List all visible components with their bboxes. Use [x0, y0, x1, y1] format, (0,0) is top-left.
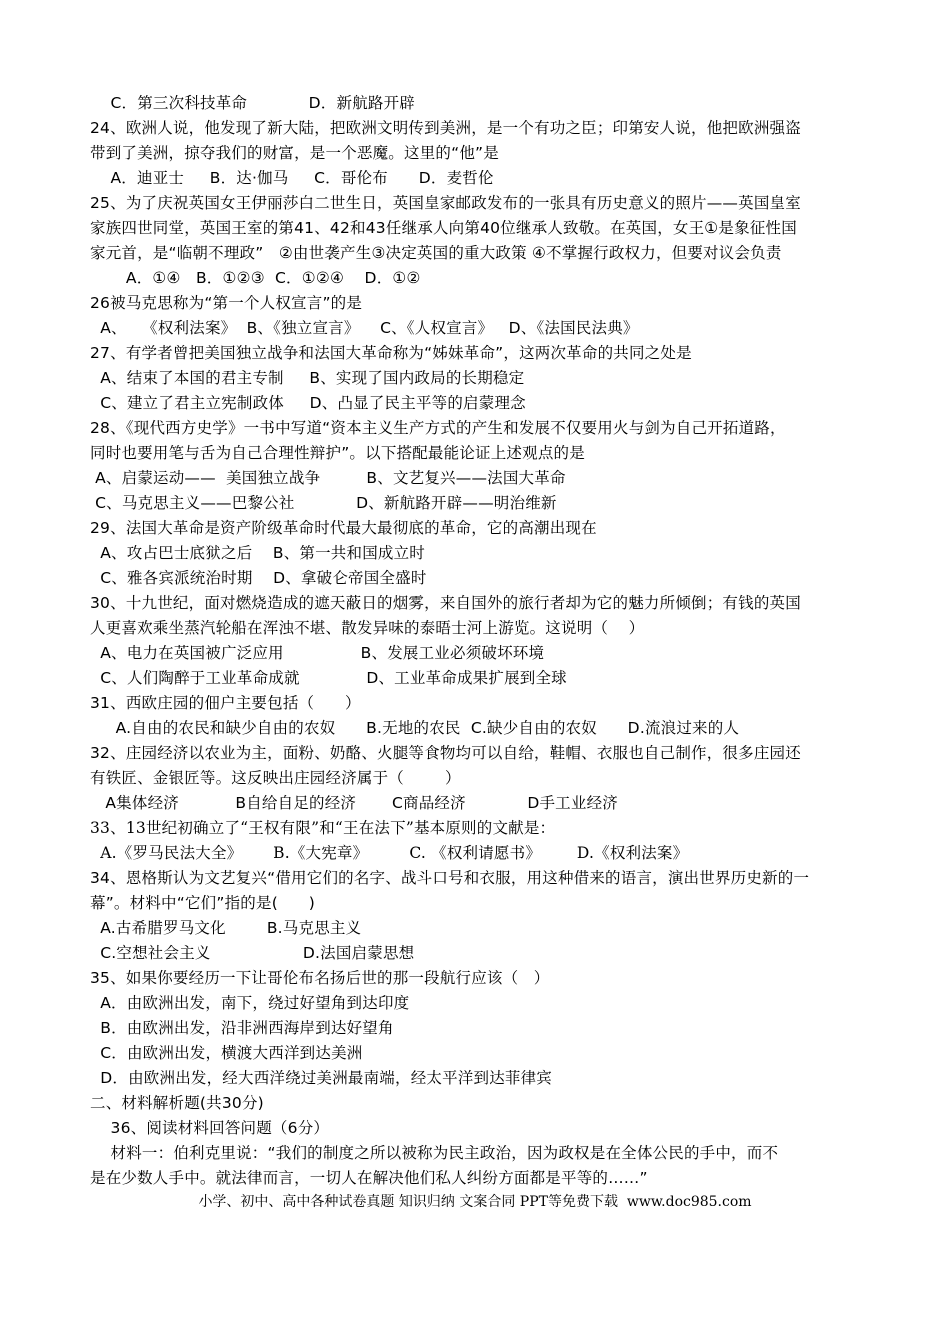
text-line: 人更喜欢乘坐蒸汽轮船在浑浊不堪、散发异味的泰晤士河上游览。这说明（ ） [90, 619, 645, 637]
text-line: A.《罗马民法大全》 B.《大宪章》 C. 《权利请愿书》 D.《权利法案》 [90, 844, 689, 862]
text-line: A、攻占巴士底狱之后 B、第一共和国成立时 [90, 544, 426, 562]
text-line: D．由欧洲出发，经大西洋绕过美洲最南端，经太平洋到达菲律宾 [90, 1069, 552, 1087]
text-line: 33、13世纪初确立了“王权有限”和“王在法下”基本原则的文献是： [90, 819, 556, 837]
text-line: 同时也要用笔与舌为自己合理性辩护”。以下搭配最能论证上述观点的是 [90, 444, 585, 462]
text-line: A.古希腊罗马文化 B.马克思主义 [90, 919, 362, 937]
text-line: 28、《现代西方史学》一书中写道“资本主义生产方式的产生和发展不仅要用火与剑为自己开拓道路， [90, 419, 786, 437]
text-line: 24、欧洲人说，他发现了新大陆，把欧洲文明传到美洲，是一个有功之臣；印第安人说，他把欧洲强盗 [90, 119, 801, 137]
text-line: C.空想社会主义 D.法国启蒙思想 [90, 944, 415, 962]
page-footer: 小学、初中、高中各种试卷真题 知识归纳 文案合同 PPT等免费下载 www.doc985.com [198, 1194, 752, 1210]
text-line: 家族四世同堂，英国王室的第41、42和43任继承人向第40位继承人致敬。在英国，女王①是象征性国 [90, 219, 797, 237]
text-line: 带到了美洲，掠夺我们的财富，是一个恶魔。这里的“他”是 [90, 144, 499, 162]
text-line: 30、十九世纪，面对燃烧造成的遮天蔽日的烟雾，来自国外的旅行者却为它的魅力所倾倒；有钱的英国 [90, 594, 801, 612]
text-line: A．迪亚士 B．达·伽马 C．哥伦布 D．麦哲伦 [90, 169, 494, 187]
text-line: A、启蒙运动—— 美国独立战争 B、文艺复兴——法国大革命 [90, 469, 566, 487]
text-line: C、雅各宾派统治时期 D、拿破仑帝国全盛时 [90, 569, 427, 587]
text-line: 幕”。材料中“它们”指的是( ) [90, 894, 315, 912]
text-line: 34、恩格斯认为文艺复兴“借用它们的名字、战斗口号和衣服，用这种借来的语言，演出世界历史新的一 [90, 869, 810, 887]
text-line: A．①④ B．①②③ C．①②④ D．①② [90, 269, 421, 287]
text-line: 27、有学者曾把美国独立战争和法国大革命称为“姊妹革命”，这两次革命的共同之处是 [90, 344, 692, 362]
text-line: A集体经济 B自给自足的经济 C商品经济 D手工业经济 [90, 794, 618, 812]
text-line: 材料一：伯利克里说：“我们的制度之所以被称为民主政治，因为政权是在全体公民的手中，而不 [90, 1144, 779, 1162]
text-line: A、结束了本国的君主专制 B、实现了国内政局的长期稳定 [90, 369, 525, 387]
text-line: 家元首，是“临朝不理政” ②由世袭产生③决定英国的重大政策 ④不掌握行政权力，但要对议会负责 [90, 244, 782, 262]
text-line: 25、为了庆祝英国女王伊丽莎白二世生日，英国皇家邮政发布的一张具有历史意义的照片——英国皇室 [90, 194, 801, 212]
section-heading: 二、材料解析题(共30分) [90, 1094, 264, 1112]
text-line: C．第三次科技革命 D．新航路开辟 [90, 94, 415, 112]
text-line: 36、阅读材料回答问题（6分） [90, 1119, 330, 1137]
text-line: C．由欧洲出发，横渡大西洋到达美洲 [90, 1044, 363, 1062]
text-line: 29、法国大革命是资产阶级革命时代最大最彻底的革命，它的高潮出现在 [90, 519, 597, 537]
text-line: 有铁匠、金银匠等。这反映出庄园经济属于（ ） [90, 769, 461, 787]
text-line: A、电力在英国被广泛应用 B、发展工业必须破坏环境 [90, 644, 545, 662]
text-line: A.自由的农民和缺少自由的农奴 B.无地的农民 C.缺少自由的农奴 D.流浪过来的人 [90, 719, 740, 737]
text-line: 是在少数人手中。就法律而言，一切人在解决他们私人纠纷方面都是平等的……” [90, 1169, 648, 1187]
text-line: C、人们陶醉于工业革命成就 D、工业革命成果扩展到全球 [90, 669, 567, 687]
text-line: A．由欧洲出发，南下，绕过好望角到达印度 [90, 994, 410, 1012]
text-line: C、建立了君主立宪制政体 D、凸显了民主平等的启蒙理念 [90, 394, 526, 412]
text-line: B．由欧洲出发，沿非洲西海岸到达好望角 [90, 1019, 394, 1037]
text-line: 32、庄园经济以农业为主，面粉、奶酪、火腿等食物均可以自给，鞋帽、衣服也自己制作，很多庄园还 [90, 744, 801, 762]
text-line: 26被马克思称为“第一个人权宣言”的是 [90, 294, 363, 312]
text-line: C、马克思主义——巴黎公社 D、新航路开辟——明治维新 [90, 494, 557, 512]
text-line: 31、西欧庄园的佃户主要包括（ ） [90, 694, 361, 712]
text-line: 35、如果你要经历一下让哥伦布名扬后世的那一段航行应该（ ） [90, 969, 550, 987]
text-line: A、 《权利法案》 B、《独立宣言》 C、《人权宣言》 D、《法国民法典》 [90, 319, 639, 337]
